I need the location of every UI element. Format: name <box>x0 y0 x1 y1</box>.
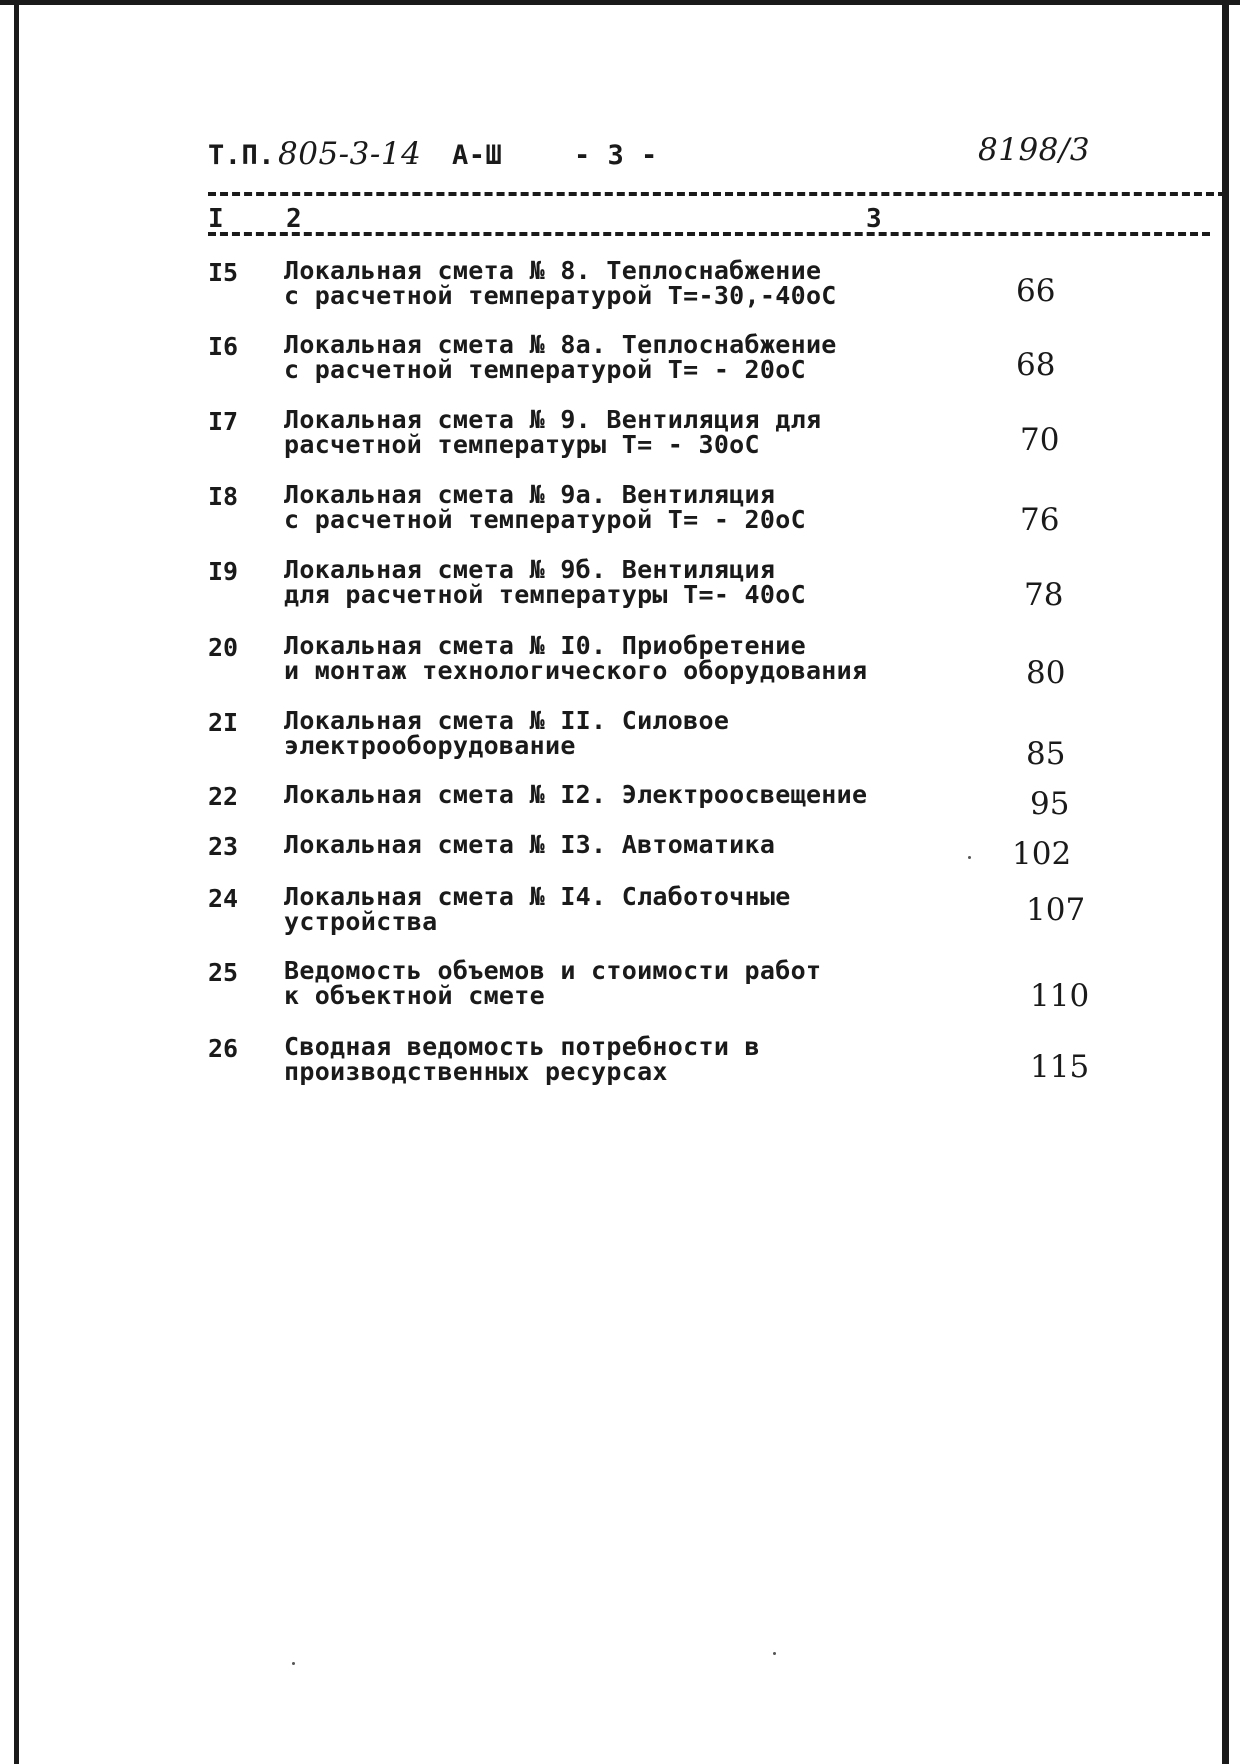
row-number: 22 <box>208 782 239 811</box>
row-page-number: 102 <box>1012 836 1072 872</box>
row-description <box>284 258 837 308</box>
row-number: 20 <box>208 633 239 662</box>
row-description-line: Локальная смета № I4. Слаботочные <box>284 882 791 911</box>
row-description-line: расчетной температуры Т= - 30оС <box>284 430 760 459</box>
album-label: А-Ш <box>452 140 503 171</box>
row-description <box>284 557 806 607</box>
row-description-line: Локальная смета № I2. Электроосвещение <box>284 780 868 809</box>
row-number: I6 <box>208 332 239 361</box>
row-description-line: Локальная смета № 8а. Теплоснабжение <box>284 330 837 359</box>
row-page-number: 95 <box>1030 786 1070 822</box>
doc-code-number: 805-3-14 <box>278 136 422 172</box>
row-number: 23 <box>208 832 239 861</box>
row-number: I9 <box>208 557 239 586</box>
row-page-number: 68 <box>1016 347 1056 383</box>
row-description-line: с расчетной температурой Т=-30,-40оС <box>284 281 837 310</box>
row-page-number: 78 <box>1024 577 1064 613</box>
row-page-number: 76 <box>1020 502 1060 538</box>
row-description-line: Ведомость объемов и стоимости работ <box>284 956 822 985</box>
row-description <box>284 332 837 382</box>
row-description-line: Сводная ведомость потребности в <box>284 1032 760 1061</box>
column-header-2: 2 <box>286 204 302 234</box>
row-number: I7 <box>208 407 239 436</box>
doc-code-prefix: Т.П. <box>208 140 276 171</box>
row-number: 2I <box>208 708 239 737</box>
row-number: I8 <box>208 482 239 511</box>
row-page-number: 107 <box>1026 892 1086 928</box>
row-description-line: с расчетной температурой Т= - 20оС <box>284 355 806 384</box>
row-page-number: 110 <box>1030 978 1090 1014</box>
row-page-number: 115 <box>1030 1049 1090 1085</box>
row-description-line: Локальная смета № 8. Теплоснабжение <box>284 256 822 285</box>
row-page-number: 66 <box>1016 273 1056 309</box>
row-description-line: электрооборудование <box>284 731 576 760</box>
row-page-number: 85 <box>1026 736 1066 772</box>
row-description <box>284 1034 760 1084</box>
row-description <box>284 482 806 532</box>
row-description-line: Локальная смета № II. Силовое <box>284 706 730 735</box>
row-description <box>284 633 867 683</box>
scan-speck <box>773 1652 776 1655</box>
row-description <box>284 407 821 457</box>
row-number: 26 <box>208 1034 239 1063</box>
row-description-line: производственных ресурсах <box>284 1057 668 1086</box>
row-page-number: 70 <box>1020 422 1060 458</box>
row-page-number: 80 <box>1026 655 1066 691</box>
row-description-line: для расчетной температуры Т=- 40оС <box>284 580 806 609</box>
scan-border-top <box>0 0 1240 5</box>
inventory-number: 8198/3 <box>978 132 1091 168</box>
row-number: 25 <box>208 958 239 987</box>
row-description-line: Локальная смета № I3. Автоматика <box>284 830 776 859</box>
row-description-line: Локальная смета № I0. Приобретение <box>284 631 806 660</box>
row-description-line: устройства <box>284 907 438 936</box>
row-number: 24 <box>208 884 239 913</box>
column-header-separator <box>208 232 1210 236</box>
page-marker: - 3 - <box>574 140 658 171</box>
scan-border-left <box>14 0 19 1764</box>
row-description <box>284 884 791 934</box>
scan-speck <box>968 856 971 859</box>
scan-speck <box>292 1662 295 1665</box>
row-description <box>284 708 729 758</box>
row-description <box>284 958 821 1008</box>
scan-border-right <box>1222 0 1229 1764</box>
row-description-line: Локальная смета № 9б. Вентиляция <box>284 555 776 584</box>
row-description-line: Локальная смета № 9. Вентиляция для <box>284 405 822 434</box>
column-header-3: 3 <box>866 204 882 234</box>
row-description-line: и монтаж технологического оборудования <box>284 656 868 685</box>
header-separator <box>208 192 1226 196</box>
row-description <box>284 782 867 807</box>
row-description <box>284 832 775 857</box>
row-description-line: к объектной смете <box>284 981 545 1010</box>
row-description-line: с расчетной температурой Т= - 20оС <box>284 505 806 534</box>
row-number: I5 <box>208 258 239 287</box>
column-header-1: I <box>208 204 224 234</box>
row-description-line: Локальная смета № 9а. Вентиляция <box>284 480 776 509</box>
